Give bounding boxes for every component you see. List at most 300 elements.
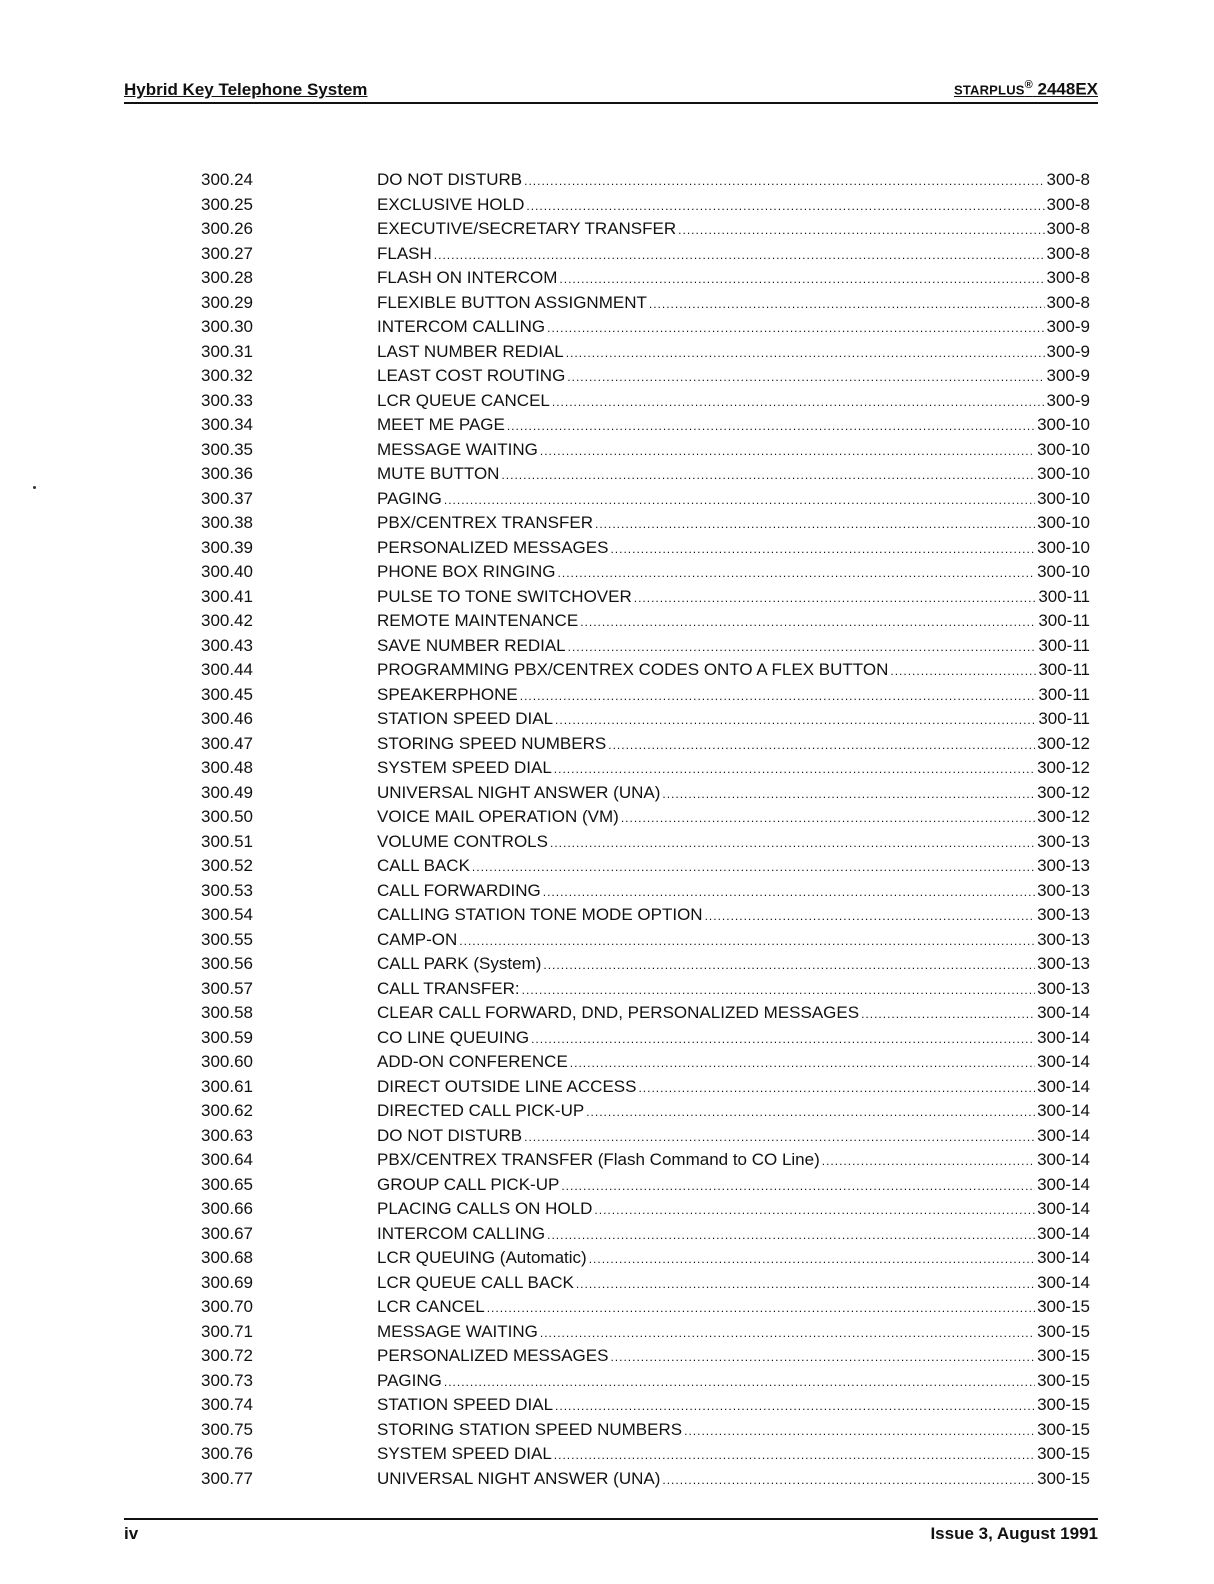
section-title: INTERCOM CALLING xyxy=(377,1223,546,1243)
dot-leader xyxy=(634,586,1037,611)
dot-leader xyxy=(822,1149,1035,1174)
section-page: 300-14 xyxy=(1037,1076,1090,1096)
section-number: 300.77 xyxy=(201,1468,253,1488)
toc-row xyxy=(0,1099,1214,1124)
toc-row xyxy=(0,830,1214,855)
toc-entry xyxy=(377,854,1090,880)
toc-entry xyxy=(377,315,1090,341)
section-number: 300.44 xyxy=(201,660,253,679)
brand-name: STARPLUS xyxy=(953,83,1025,98)
toc-entry xyxy=(377,634,1090,660)
toc-row xyxy=(0,1271,1214,1296)
toc-entry xyxy=(377,683,1090,709)
section-page: 300-9 xyxy=(1046,366,1090,385)
document-title: Hybrid Key Telephone System xyxy=(124,80,368,99)
section-page: 300-13 xyxy=(1037,978,1090,998)
section-number: 300.51 xyxy=(201,831,253,851)
section-page: 300-10 xyxy=(1037,464,1090,483)
section-title: SAVE NUMBER REDIAL xyxy=(377,635,566,655)
section-number: 300.27 xyxy=(201,243,253,263)
section-page: 300-14 xyxy=(1037,1101,1090,1120)
section-title: LEAST COST ROUTING xyxy=(377,366,566,385)
section-page: 300-14 xyxy=(1037,1052,1090,1071)
section-number: 300.48 xyxy=(201,758,253,777)
section-title: STORING SPEED NUMBERS xyxy=(377,733,607,753)
section-title: PBX/CENTREX TRANSFER (Flash Command to CO Line) xyxy=(377,1150,820,1169)
section-number: 300.60 xyxy=(201,1052,253,1071)
toc-entry xyxy=(377,952,1090,978)
section-page: 300-14 xyxy=(1037,1199,1090,1218)
section-title: UNIVERSAL NIGHT ANSWER (UNA) xyxy=(377,1468,661,1488)
dot-leader xyxy=(550,831,1035,856)
section-page: 300-8 xyxy=(1046,219,1090,238)
section-number: 300.42 xyxy=(201,611,253,630)
section-title: MUTE BUTTON xyxy=(377,464,500,483)
section-number: 300.54 xyxy=(201,905,253,924)
section-number: 300.75 xyxy=(201,1419,253,1439)
section-page: 300-10 xyxy=(1037,415,1090,434)
section-page: 300-12 xyxy=(1037,758,1090,777)
dot-leader xyxy=(524,1125,1035,1150)
toc-row xyxy=(0,1173,1214,1198)
toc-row xyxy=(0,928,1214,953)
section-number: 300.69 xyxy=(201,1272,253,1292)
dot-leader xyxy=(487,1296,1035,1321)
section-page: 300-11 xyxy=(1038,709,1090,728)
section-page: 300-15 xyxy=(1037,1346,1090,1365)
toc-row xyxy=(0,585,1214,610)
toc-entry xyxy=(377,903,1090,929)
section-page: 300-14 xyxy=(1037,1248,1090,1267)
toc-entry xyxy=(377,1197,1090,1223)
section-page: 300-15 xyxy=(1037,1321,1090,1341)
section-page: 300-14 xyxy=(1037,1125,1090,1145)
dot-leader xyxy=(561,1174,1035,1199)
dot-leader xyxy=(678,218,1044,243)
dot-leader xyxy=(526,194,1044,219)
toc-row xyxy=(0,1197,1214,1222)
section-title: PBX/CENTREX TRANSFER xyxy=(377,513,594,532)
dot-leader xyxy=(567,365,1044,390)
toc-row xyxy=(0,658,1214,683)
dot-leader xyxy=(540,1321,1035,1346)
section-title: FLASH ON INTERCOM xyxy=(377,268,558,287)
section-number: 300.65 xyxy=(201,1174,253,1194)
toc-entry xyxy=(377,1295,1090,1321)
section-page: 300-14 xyxy=(1037,1223,1090,1243)
section-number: 300.40 xyxy=(201,562,253,581)
toc-row xyxy=(0,511,1214,536)
section-page: 300-12 xyxy=(1037,733,1090,753)
section-page: 300-10 xyxy=(1037,513,1090,532)
section-page: 300-11 xyxy=(1038,684,1090,704)
toc-row xyxy=(0,1369,1214,1394)
toc-row xyxy=(0,1050,1214,1075)
toc-row xyxy=(0,1148,1214,1173)
section-number: 300.68 xyxy=(201,1248,253,1267)
section-page: 300-13 xyxy=(1037,905,1090,924)
section-title: CALL FORWARDING xyxy=(377,880,541,900)
toc-entry xyxy=(377,487,1090,513)
dot-leader xyxy=(566,341,1045,366)
section-number: 300.26 xyxy=(201,219,253,238)
toc-row xyxy=(0,168,1214,193)
section-page: 300-9 xyxy=(1046,317,1090,336)
section-number: 300.25 xyxy=(201,194,253,214)
section-title: STORING STATION SPEED NUMBERS xyxy=(377,1419,683,1439)
section-number: 300.49 xyxy=(201,782,253,802)
toc-row xyxy=(0,1026,1214,1051)
section-page: 300-9 xyxy=(1046,390,1090,410)
toc-entry xyxy=(377,1369,1090,1395)
toc-row xyxy=(0,732,1214,757)
section-page: 300-9 xyxy=(1046,341,1090,361)
toc-entry xyxy=(377,1442,1090,1468)
section-number: 300.33 xyxy=(201,390,253,410)
toc-entry xyxy=(377,1099,1090,1125)
toc-row xyxy=(0,217,1214,242)
toc-entry xyxy=(377,1026,1090,1052)
section-number: 300.56 xyxy=(201,954,253,973)
section-title: CALL BACK xyxy=(377,856,470,875)
section-title: STATION SPEED DIAL xyxy=(377,1395,554,1414)
toc-entry xyxy=(377,242,1090,268)
dot-leader xyxy=(522,978,1035,1003)
toc-entry xyxy=(377,168,1090,194)
dot-leader xyxy=(531,1027,1035,1052)
section-page: 300-12 xyxy=(1037,807,1090,826)
section-page: 300-11 xyxy=(1038,660,1090,679)
section-title: CALLING STATION TONE MODE OPTION xyxy=(377,905,703,924)
section-title: INTERCOM CALLING xyxy=(377,317,546,336)
section-title: PAGING xyxy=(377,488,442,508)
section-number: 300.36 xyxy=(201,464,253,483)
toc-entry xyxy=(377,511,1090,537)
toc-row xyxy=(0,1467,1214,1492)
section-title: CO LINE QUEUING xyxy=(377,1027,530,1047)
section-number: 300.73 xyxy=(201,1370,253,1390)
section-page: 300-13 xyxy=(1037,831,1090,851)
section-page: 300-15 xyxy=(1037,1297,1090,1316)
toc-row xyxy=(0,805,1214,830)
toc-entry xyxy=(377,1467,1090,1493)
section-page: 300-15 xyxy=(1037,1468,1090,1488)
section-page: 300-13 xyxy=(1037,880,1090,900)
toc-entry xyxy=(377,1148,1090,1174)
section-title: FLEXIBLE BUTTON ASSIGNMENT xyxy=(377,292,647,312)
section-title: LCR CANCEL xyxy=(377,1297,485,1316)
dot-leader xyxy=(589,1247,1035,1272)
toc-row xyxy=(0,781,1214,806)
dot-leader xyxy=(434,243,1045,268)
section-page: 300-11 xyxy=(1038,611,1090,630)
toc-entry xyxy=(377,1246,1090,1272)
toc-entry xyxy=(377,340,1090,366)
dot-leader xyxy=(559,267,1044,292)
toc-row xyxy=(0,756,1214,781)
dot-leader xyxy=(576,1272,1035,1297)
toc-entry xyxy=(377,1344,1090,1370)
section-title: CAMP-ON xyxy=(377,929,458,949)
section-page: 300-15 xyxy=(1037,1370,1090,1390)
dot-leader xyxy=(554,1443,1035,1468)
section-number: 300.66 xyxy=(201,1199,253,1218)
section-title: ADD-ON CONFERENCE xyxy=(377,1052,568,1071)
product-name xyxy=(954,79,1098,100)
section-number: 300.74 xyxy=(201,1395,253,1414)
section-number: 300.70 xyxy=(201,1297,253,1316)
dot-leader xyxy=(594,1198,1035,1223)
toc-entry xyxy=(377,1320,1090,1346)
toc-row xyxy=(0,1295,1214,1320)
toc-entry xyxy=(377,413,1090,439)
toc-row xyxy=(0,903,1214,928)
section-page: 300-8 xyxy=(1046,268,1090,287)
section-number: 300.34 xyxy=(201,415,253,434)
dot-leader xyxy=(524,169,1044,194)
dot-leader xyxy=(472,855,1035,880)
dot-leader xyxy=(543,880,1035,905)
toc-entry xyxy=(377,193,1090,219)
section-page: 300-15 xyxy=(1037,1444,1090,1463)
section-page: 300-13 xyxy=(1037,856,1090,875)
toc-row xyxy=(0,1418,1214,1443)
section-number: 300.46 xyxy=(201,709,253,728)
toc-row xyxy=(0,291,1214,316)
toc-row xyxy=(0,634,1214,659)
section-number: 300.50 xyxy=(201,807,253,826)
section-title: VOLUME CONTROLS xyxy=(377,831,548,851)
toc-row xyxy=(0,193,1214,218)
toc-row xyxy=(0,952,1214,977)
section-page: 300-14 xyxy=(1037,1027,1090,1047)
dot-leader xyxy=(555,708,1036,733)
page-header xyxy=(124,78,1098,104)
dot-leader xyxy=(444,1370,1035,1395)
section-number: 300.52 xyxy=(201,856,253,875)
section-number: 300.45 xyxy=(201,684,253,704)
toc-row xyxy=(0,1246,1214,1271)
section-number: 300.53 xyxy=(201,880,253,900)
section-title: PAGING xyxy=(377,1370,442,1390)
toc-row xyxy=(0,609,1214,634)
section-number: 300.30 xyxy=(201,317,253,336)
section-number: 300.58 xyxy=(201,1003,253,1022)
page-footer xyxy=(124,1518,1098,1543)
section-title: MESSAGE WAITING xyxy=(377,1321,538,1341)
section-title: SPEAKERPHONE xyxy=(377,684,518,704)
dot-leader xyxy=(649,292,1045,317)
section-number: 300.61 xyxy=(201,1076,253,1096)
dot-leader xyxy=(459,929,1035,954)
section-title: MEET ME PAGE xyxy=(377,415,505,434)
section-number: 300.71 xyxy=(201,1321,253,1341)
section-title: LCR QUEUE CALL BACK xyxy=(377,1272,574,1292)
toc-entry xyxy=(377,438,1090,464)
section-page: 300-15 xyxy=(1037,1395,1090,1414)
section-number: 300.41 xyxy=(201,586,253,606)
section-page: 300-13 xyxy=(1037,929,1090,949)
section-title: LCR QUEUING (Automatic) xyxy=(377,1248,587,1267)
section-page: 300-10 xyxy=(1037,439,1090,459)
section-title: DO NOT DISTURB xyxy=(377,1125,523,1145)
toc-entry xyxy=(377,1271,1090,1297)
section-number: 300.43 xyxy=(201,635,253,655)
section-number: 300.55 xyxy=(201,929,253,949)
section-page: 300-14 xyxy=(1037,1150,1090,1169)
toc-entry xyxy=(377,389,1090,415)
section-title: GROUP CALL PICK-UP xyxy=(377,1174,560,1194)
section-title: PHONE BOX RINGING xyxy=(377,562,556,581)
toc-entry xyxy=(377,879,1090,905)
registered-mark: ® xyxy=(1024,79,1033,92)
toc-entry xyxy=(377,977,1090,1003)
section-number: 300.57 xyxy=(201,978,253,998)
section-page: 300-13 xyxy=(1037,954,1090,973)
toc-row xyxy=(0,364,1214,389)
toc-entry xyxy=(377,805,1090,831)
section-page: 300-8 xyxy=(1046,292,1090,312)
toc-row xyxy=(0,1075,1214,1100)
toc-entry xyxy=(377,732,1090,758)
dot-leader xyxy=(662,782,1035,807)
toc-entry xyxy=(377,756,1090,782)
section-title: PULSE TO TONE SWITCHOVER xyxy=(377,586,632,606)
section-page: 300-8 xyxy=(1046,194,1090,214)
dot-leader xyxy=(501,463,1035,488)
toc-row xyxy=(0,1393,1214,1418)
toc-row xyxy=(0,977,1214,1002)
section-number: 300.35 xyxy=(201,439,253,459)
toc-entry xyxy=(377,536,1090,562)
section-number: 300.32 xyxy=(201,366,253,385)
toc-entry xyxy=(377,707,1090,733)
section-page: 300-12 xyxy=(1037,782,1090,802)
toc-entry xyxy=(377,1001,1090,1027)
toc-entry xyxy=(377,830,1090,856)
dot-leader xyxy=(540,439,1035,464)
toc-entry xyxy=(377,560,1090,586)
toc-row xyxy=(0,854,1214,879)
section-page: 300-10 xyxy=(1037,537,1090,557)
section-page: 300-8 xyxy=(1046,170,1090,189)
dot-leader xyxy=(861,1002,1035,1027)
section-page: 300-11 xyxy=(1038,586,1090,606)
toc-row xyxy=(0,438,1214,463)
toc-row xyxy=(0,462,1214,487)
section-title: CLEAR CALL FORWARD, DND, PERSONALIZED MESSAGES xyxy=(377,1003,860,1022)
dot-leader xyxy=(610,537,1035,562)
section-title: PLACING CALLS ON HOLD xyxy=(377,1199,593,1218)
section-title: VOICE MAIL OPERATION (VM) xyxy=(377,807,619,826)
dot-leader xyxy=(638,1076,1035,1101)
section-title: EXECUTIVE/SECRETARY TRANSFER xyxy=(377,219,677,238)
dot-leader xyxy=(552,390,1045,415)
toc-row xyxy=(0,683,1214,708)
toc-row xyxy=(0,560,1214,585)
toc-entry xyxy=(377,781,1090,807)
dot-leader xyxy=(705,904,1035,929)
toc-entry xyxy=(377,364,1090,390)
dot-leader xyxy=(547,316,1044,341)
section-title: DIRECTED CALL PICK-UP xyxy=(377,1101,585,1120)
section-number: 300.31 xyxy=(201,341,253,361)
dot-leader xyxy=(547,1223,1035,1248)
dot-leader xyxy=(610,1345,1035,1370)
toc-row xyxy=(0,315,1214,340)
section-page: 300-10 xyxy=(1037,562,1090,581)
section-number: 300.28 xyxy=(201,268,253,287)
toc-row xyxy=(0,266,1214,291)
dot-leader xyxy=(662,1468,1035,1493)
toc-row xyxy=(0,487,1214,512)
section-title: SYSTEM SPEED DIAL xyxy=(377,1444,552,1463)
section-page: 300-14 xyxy=(1037,1272,1090,1292)
dot-leader xyxy=(555,1394,1035,1419)
section-title: EXCLUSIVE HOLD xyxy=(377,194,525,214)
toc-entry xyxy=(377,658,1090,684)
section-number: 300.47 xyxy=(201,733,253,753)
dot-leader xyxy=(520,684,1037,709)
dot-leader xyxy=(586,1100,1035,1125)
toc-row xyxy=(0,389,1214,414)
section-number: 300.39 xyxy=(201,537,253,557)
section-title: CALL TRANSFER: xyxy=(377,978,520,998)
toc-entry xyxy=(377,1222,1090,1248)
section-title: REMOTE MAINTENANCE xyxy=(377,611,579,630)
section-title: CALL PARK (System) xyxy=(377,954,542,973)
section-title: STATION SPEED DIAL xyxy=(377,709,554,728)
toc-entry xyxy=(377,462,1090,488)
section-title: PERSONALIZED MESSAGES xyxy=(377,537,609,557)
toc-entry xyxy=(377,928,1090,954)
section-title: LAST NUMBER REDIAL xyxy=(377,341,564,361)
toc-entry xyxy=(377,1050,1090,1076)
toc-row xyxy=(0,536,1214,561)
toc-row xyxy=(0,879,1214,904)
toc-entry xyxy=(377,217,1090,243)
toc-entry xyxy=(377,609,1090,635)
toc-entry xyxy=(377,1418,1090,1444)
section-page: 300-10 xyxy=(1037,488,1090,508)
toc-entry xyxy=(377,291,1090,317)
section-number: 300.37 xyxy=(201,488,253,508)
toc-row xyxy=(0,340,1214,365)
toc-entry xyxy=(377,1393,1090,1419)
toc-row xyxy=(0,1222,1214,1247)
section-page: 300-8 xyxy=(1046,243,1090,263)
section-title: FLASH xyxy=(377,243,432,263)
section-page: 300-14 xyxy=(1037,1174,1090,1194)
toc-entry xyxy=(377,1124,1090,1150)
toc-row xyxy=(0,1124,1214,1149)
toc-row xyxy=(0,1001,1214,1026)
dot-leader xyxy=(554,757,1035,782)
dot-leader xyxy=(568,635,1037,660)
dot-leader xyxy=(507,414,1035,439)
section-number: 300.63 xyxy=(201,1125,253,1145)
toc-row xyxy=(0,1442,1214,1467)
dot-leader xyxy=(580,610,1036,635)
toc-row xyxy=(0,1320,1214,1345)
toc-entry xyxy=(377,266,1090,292)
section-title: LCR QUEUE CANCEL xyxy=(377,390,550,410)
dot-leader xyxy=(684,1419,1035,1444)
page-number: iv xyxy=(124,1524,139,1543)
dot-leader xyxy=(595,512,1035,537)
model-number: 2448EX xyxy=(1037,80,1098,99)
section-page: 300-11 xyxy=(1038,635,1090,655)
